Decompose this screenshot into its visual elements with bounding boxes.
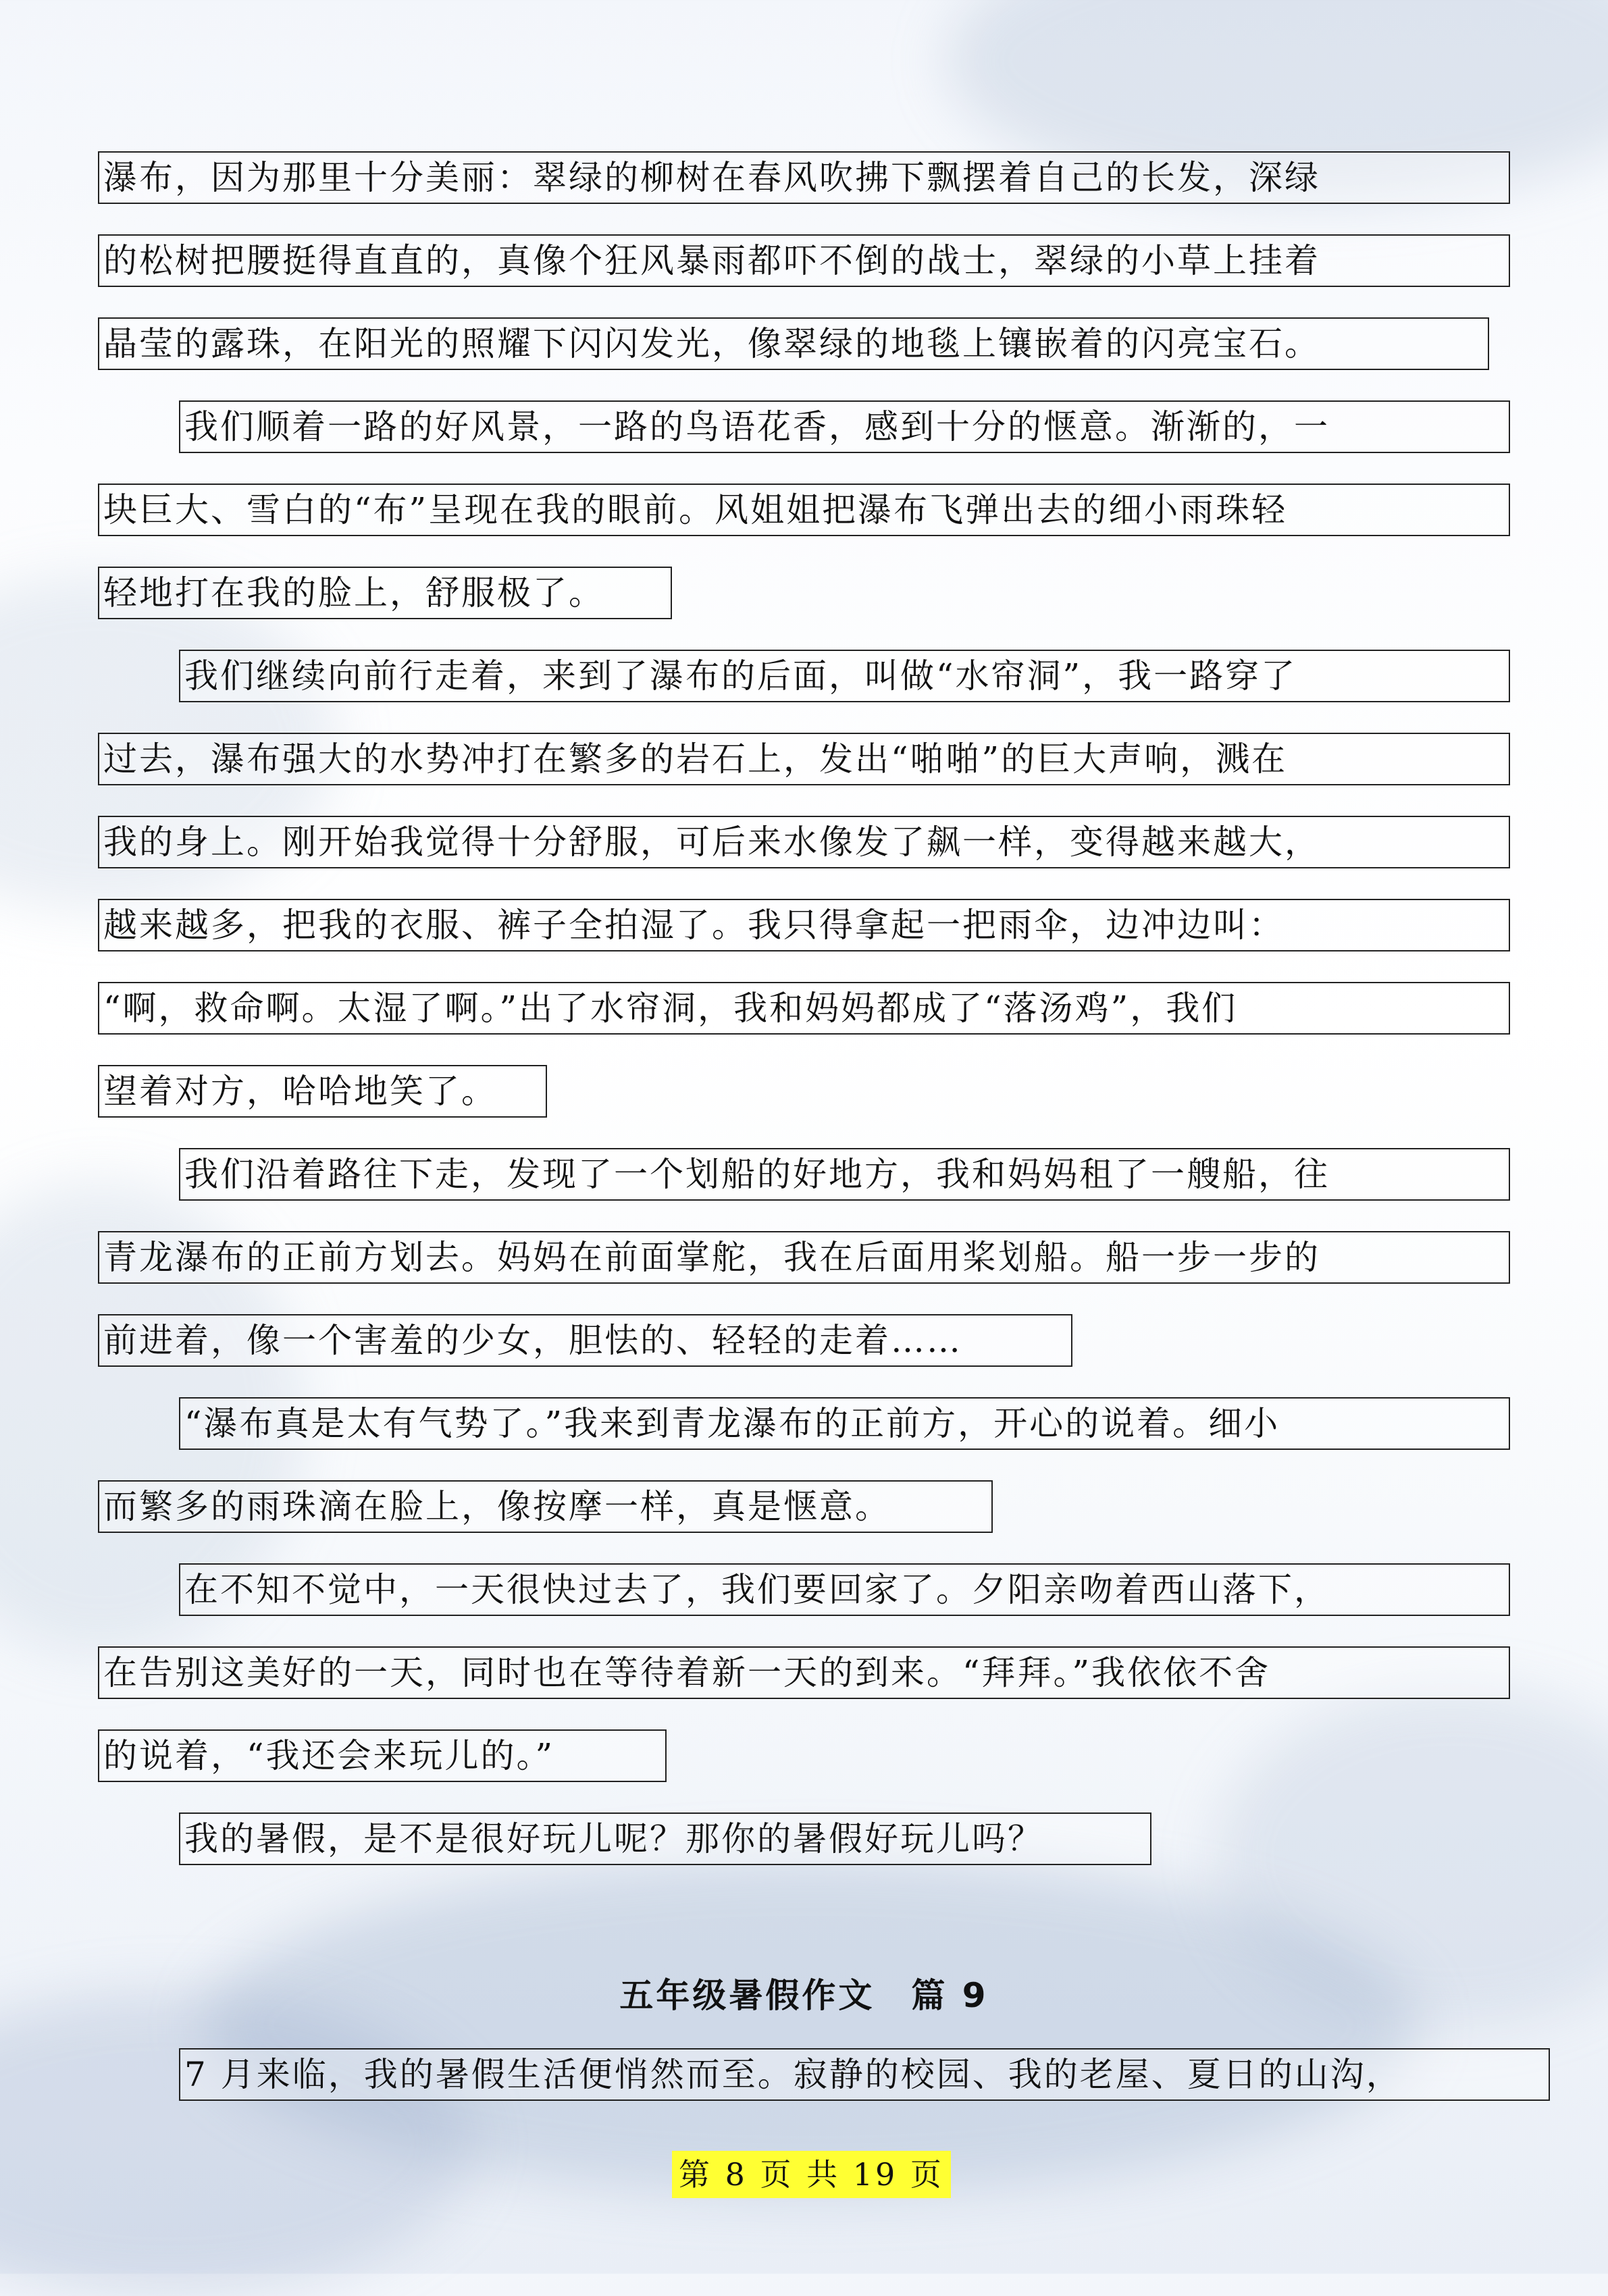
text-line: 轻地打在我的脸上，舒服极了。 [98, 567, 672, 619]
text-line: 而繁多的雨珠滴在脸上，像按摩一样，真是惬意。 [98, 1480, 993, 1533]
page-number: 第 8 页 共 19 页 [672, 2151, 951, 2198]
text-line: 的松树把腰挺得直直的，真像个狂风暴雨都吓不倒的战士，翠绿的小草上挂着 [98, 234, 1510, 287]
text-line: 我们继续向前行走着，来到了瀑布的后面，叫做“水帘洞”，我一路穿了 [179, 650, 1510, 702]
text-line: 块巨大、雪白的“布”呈现在我的眼前。风姐姐把瀑布飞弹出去的细小雨珠轻 [98, 484, 1510, 536]
section-heading: 五年级暑假作文 篇 9 [619, 1976, 989, 2015]
text-line: 我们沿着路往下走，发现了一个划船的好地方，我和妈妈租了一艘船，往 [179, 1148, 1510, 1201]
text-line: 瀑布，因为那里十分美丽：翠绿的柳树在春风吹拂下飘摆着自己的长发，深绿 [98, 151, 1510, 204]
text-line: 望着对方，哈哈地笑了。 [98, 1065, 547, 1118]
text-line: 越来越多，把我的衣服、裤子全拍湿了。我只得拿起一把雨伞，边冲边叫： [98, 899, 1510, 951]
background-wash [0, 1992, 473, 2296]
text-line: “啊，救命啊。太湿了啊。”出了水帘洞，我和妈妈都成了“落汤鸡”，我们 [98, 982, 1510, 1035]
text-line: 我的暑假，是不是很好玩儿呢？那你的暑假好玩儿吗？ [179, 1812, 1151, 1865]
text-line: 前进着，像一个害羞的少女，胆怯的、轻轻的走着…… [98, 1314, 1072, 1367]
text-line: 7 月来临，我的暑假生活便悄然而至。寂静的校园、我的老屋、夏日的山沟， [179, 2048, 1550, 2101]
text-line: 在告别这美好的一天，同时也在等待着新一天的到来。“拜拜。”我依依不舍 [98, 1646, 1510, 1699]
text-line: 我们顺着一路的好风景，一路的鸟语花香，感到十分的惬意。渐渐的，一 [179, 400, 1510, 453]
text-line: 的说着，“我还会来玩儿的。” [98, 1729, 667, 1782]
background-wash [203, 1857, 1418, 2195]
text-line: 我的身上。刚开始我觉得十分舒服，可后来水像发了飙一样，变得越来越大， [98, 816, 1510, 868]
text-line: 过去，瀑布强大的水势冲打在繁多的岩石上，发出“啪啪”的巨大声响，溅在 [98, 733, 1510, 785]
text-line: 晶莹的露珠，在阳光的照耀下闪闪发光，像翠绿的地毯上镶嵌着的闪亮宝石。 [98, 317, 1489, 370]
text-line: “瀑布真是太有气势了。”我来到青龙瀑布的正前方，开心的说着。细小 [179, 1397, 1510, 1450]
text-line: 青龙瀑布的正前方划去。妈妈在前面掌舵，我在后面用桨划船。船一步一步的 [98, 1231, 1510, 1284]
text-line: 在不知不觉中，一天很快过去了，我们要回家了。夕阳亲吻着西山落下， [179, 1563, 1510, 1616]
